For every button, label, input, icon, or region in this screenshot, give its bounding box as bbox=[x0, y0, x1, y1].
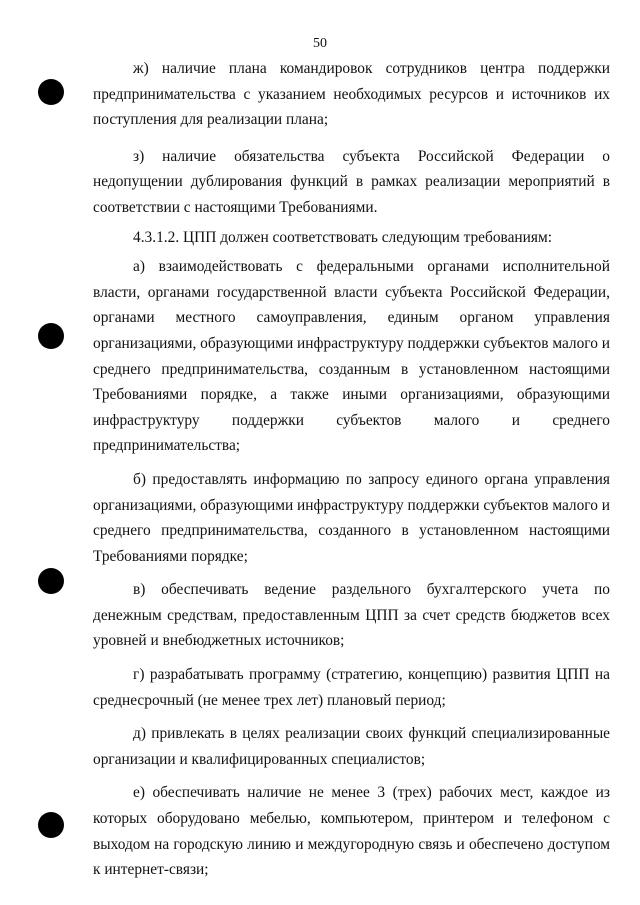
binder-hole-4 bbox=[38, 812, 64, 838]
binder-hole-1 bbox=[38, 79, 64, 105]
document-body bbox=[93, 56, 610, 883]
binder-hole-3 bbox=[38, 568, 64, 594]
paragraph-v: в) обеспечивать ведение раздельного бухгалтерского учета по денежным средствам, предоставленным ЦПП за счет средств бюджетов всех уровней и внебюджетных источников; bbox=[93, 581, 610, 650]
paragraph-zh: ж) наличие плана командировок сотрудников центра поддержки предпринимательства с указанием необходимых ресурсов и источников их поступления для реализации плана; bbox=[93, 60, 610, 129]
paragraph-a: а) взаимодействовать с федеральными органами исполнительной власти, органами государственной власти субъекта Российской Федерации, органами местного самоуправления, единым органом управления организациями, образующими инфраструктуру поддержки субъектов малого и среднего предпринимательства, созданным в установленном настоящими Требованиями порядке, а также иными организациями, образующими инфраструктуру поддержки субъектов малого и среднего предпринимательства; bbox=[93, 258, 611, 455]
paragraph-e: е) обеспечивать наличие не менее 3 (трех) рабочих мест, каждое из которых оборудовано мебелью, компьютером, принтером и телефоном с выходом на городскую линию и междугородную связь и обеспечено доступом к интернет-связи; bbox=[93, 784, 610, 879]
paragraph-z: з) наличие обязательства субъекта Российской Федерации о недопущении дублирования функций в рамках реализации мероприятий в соответствии с настоящими Требованиями. bbox=[93, 147, 610, 216]
paragraph-section-heading: 4.3.1.2. ЦПП должен соответствовать следующим требованиям: bbox=[133, 228, 552, 246]
page-number: 50 bbox=[313, 36, 327, 51]
paragraph-g: г) разрабатывать программу (стратегию, концепцию) развития ЦПП на среднесрочный (не менее трех лет) плановый период; bbox=[93, 666, 610, 709]
paragraph-d: д) привлекать в целях реализации своих функций специализированные организации и квалифицированных специалистов; bbox=[93, 725, 610, 768]
paragraph-b: б) предоставлять информацию по запросу единого органа управления организациями, образующими инфраструктуру поддержки субъектов малого и среднего предпринимательства, созданного в установленном настоящими Требованиями порядке; bbox=[93, 470, 611, 565]
binder-hole-2 bbox=[38, 323, 64, 349]
